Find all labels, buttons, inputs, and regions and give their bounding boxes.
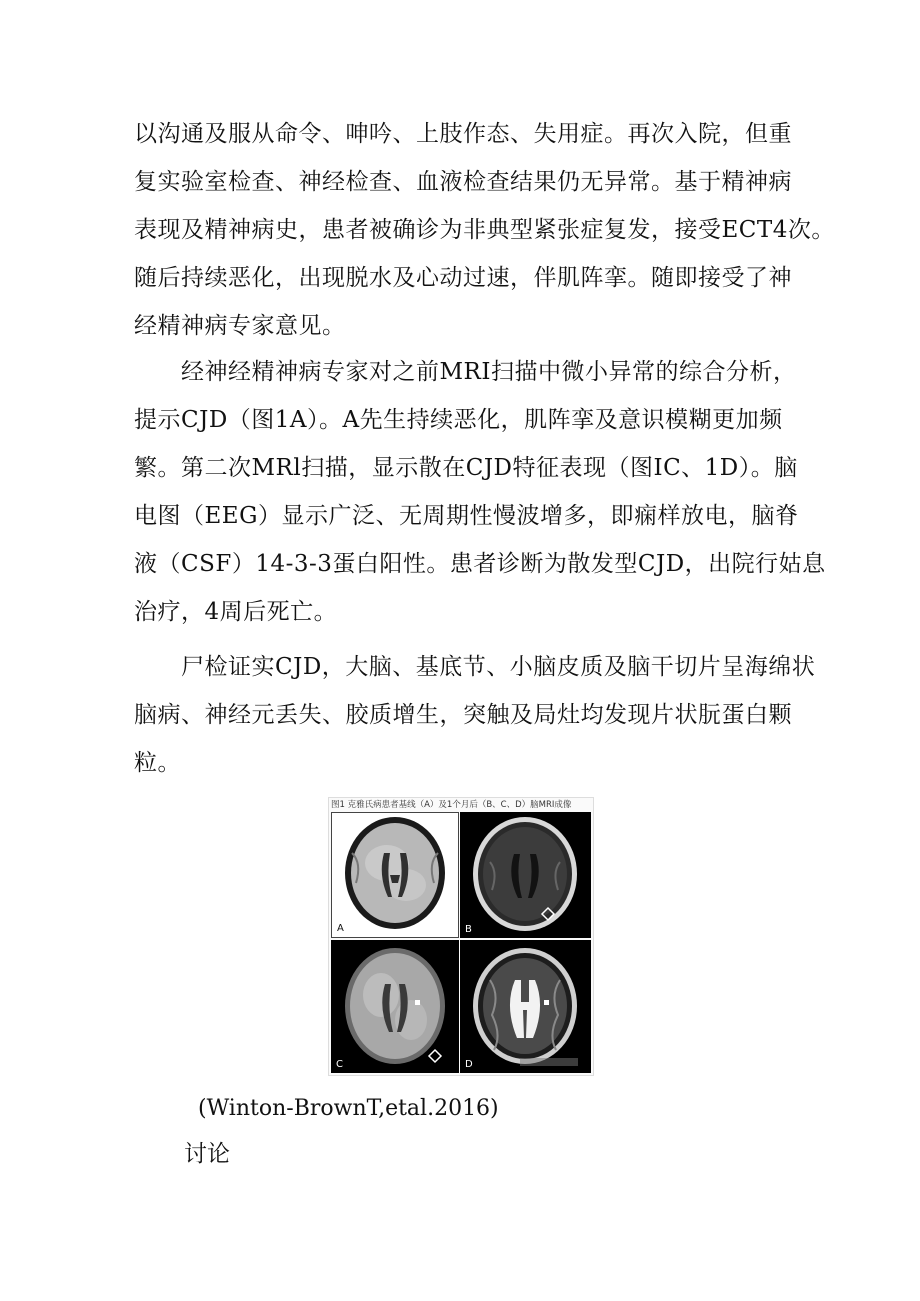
paragraph-clinical-course bbox=[134, 110, 835, 350]
brain-scan-image bbox=[460, 940, 591, 1073]
text-line: 繁。第二次MRl扫描，显示散在CJD特征表现（图IC、1D）。脑 bbox=[134, 455, 798, 481]
figure-caption: 图1 克雅氏病患者基线（A）及1个月后（B、C、D）脑MRI成像 bbox=[331, 800, 572, 810]
mri-panel-d bbox=[460, 940, 591, 1073]
text-line: 脑病、神经元丢失、胶质增生，突触及局灶均发现片状朊蛋白颗 bbox=[134, 702, 792, 728]
text-line: 经精神病专家意见。 bbox=[134, 313, 346, 339]
text-line: 电图（EEG）显示广泛、无周期性慢波增多，即痫样放电，脑脊 bbox=[134, 503, 799, 529]
panel-label: D bbox=[465, 1059, 473, 1070]
text-line: 提示CJD（图1A）。A先生持续恶化，肌阵挛及意识模糊更加频 bbox=[134, 407, 783, 433]
brain-scan-image bbox=[331, 940, 459, 1073]
panel-label: A bbox=[337, 923, 344, 934]
text-line: 粒。 bbox=[134, 750, 181, 776]
mri-panel-b bbox=[460, 812, 591, 938]
text-line: 液（CSF）14-3-3蛋白阳性。患者诊断为散发型CJD，出院行姑息 bbox=[134, 551, 826, 577]
mri-figure bbox=[328, 797, 594, 1076]
text-line: 尸检证实CJD，大脑、基底节、小脑皮质及脑干切片呈海绵状 bbox=[134, 654, 816, 680]
figure-citation: (Winton-BrownT,etal.2016) bbox=[198, 1096, 499, 1121]
paragraph-diagnosis bbox=[134, 348, 826, 636]
brain-scan-image bbox=[332, 813, 458, 937]
text-line: 表现及精神病史，患者被确诊为非典型紧张症复发，接受ECT4次。 bbox=[134, 217, 835, 243]
text-line: 以沟通及服从命令、呻吟、上肢作态、失用症。再次入院，但重 bbox=[134, 121, 792, 147]
panel-label: B bbox=[465, 924, 472, 935]
mri-panel-a bbox=[331, 812, 459, 938]
section-heading: 讨论 bbox=[184, 1141, 230, 1167]
text-line: 复实验室检查、神经检查、血液检查结果仍无异常。基于精神病 bbox=[134, 169, 792, 195]
mri-panel-c bbox=[331, 940, 459, 1073]
panel-label: C bbox=[336, 1059, 343, 1070]
text-line: 随后持续恶化，出现脱水及心动过速，伴肌阵挛。随即接受了神 bbox=[134, 265, 792, 291]
text-line: 经神经精神病专家对之前MRI扫描中微小异常的综合分析， bbox=[134, 359, 797, 385]
brain-scan-image bbox=[460, 812, 591, 938]
paragraph-autopsy bbox=[134, 643, 816, 787]
text-line: 治疗，4周后死亡。 bbox=[134, 599, 338, 625]
